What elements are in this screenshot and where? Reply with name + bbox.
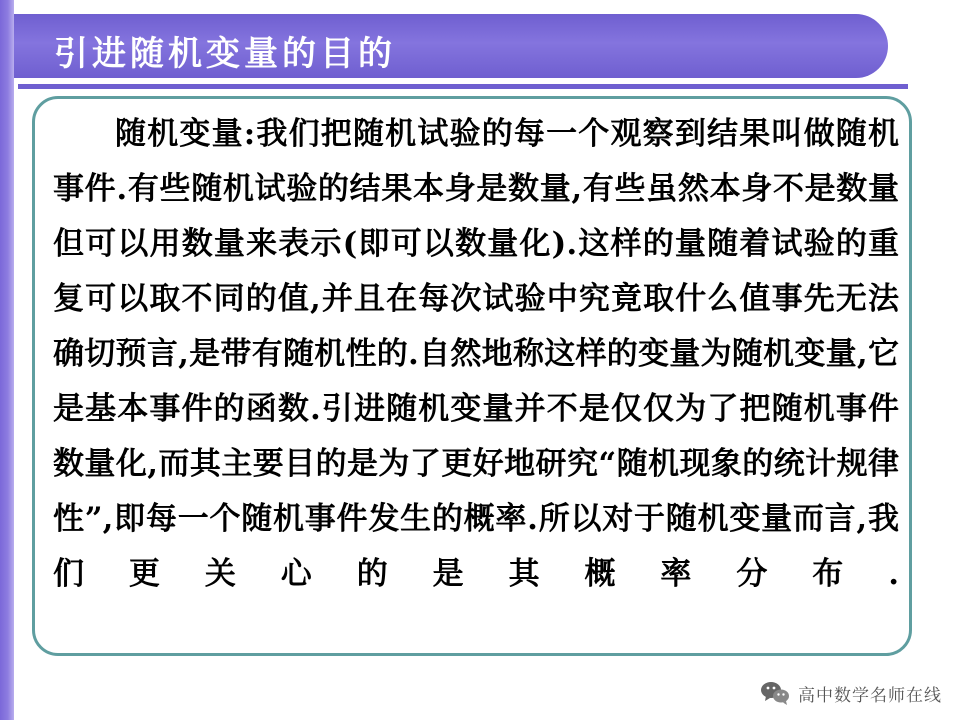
wechat-icon [760,680,790,706]
title-underline [18,84,908,89]
watermark [760,680,942,706]
page-title: 引进随机变量的目的 [54,34,396,74]
left-accent-bar [0,0,14,720]
content-box [32,96,912,656]
body-paragraph: 随机变量:我们把随机试验的每一个观察到结果叫做随机事件.有些随机试验的结果本身是数量,有些虽然本身不是数量但可以用数量来表示(即可以数量化).这样的量随着试验的重复可以取不同的值,并且在每次试验中究竟取什么值事先无法确切预言,是带有随机性的.自然地称这样的变量为随机变量,它是基本事件的函数.引进随机变量并不是仅仅为了把随机事件数量化,而其主要目的是为了更好地研究“随机现象的统计规律性”,即每一个随机事件发生的概率.所以对于随机变量而言,我们更关心的是其概率分布. [53,116,899,592]
watermark-label: 高中数学名师在线 [798,685,942,706]
